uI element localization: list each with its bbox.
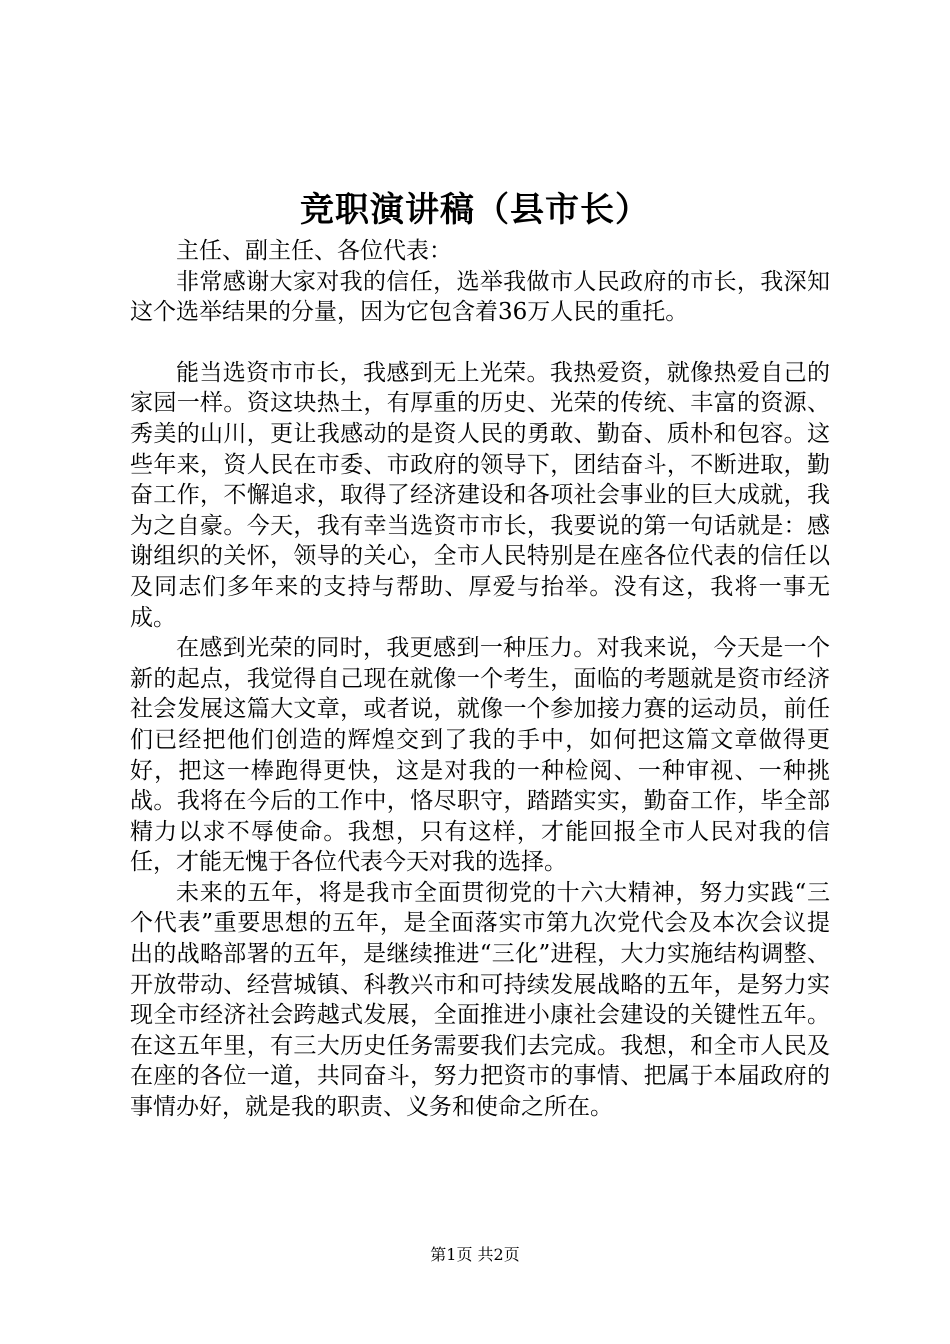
document-title: 竞职演讲稿（县市长）: [300, 190, 650, 230]
page-indicator: 第1页 共2页: [430, 1245, 520, 1264]
body-paragraph: 未来的五年，将是我市全面贯彻党的十六大精神，努力实践“三个代表”重要思想的五年，是全面落实市第九次党代会及本次会议提出的战略部署的五年，是继续推进“三化”进程，大力实施结构调整、开放带动、经营城镇、科教兴市和可持续发展战略的五年，是努力实现全市经济社会跨越式发展，全面推进小康社会建设的关键性五年。在这五年里，有三大历史任务需要我们去完成。我想，和全市人民及在座的各位一道，共同奋斗，努力把资市的事情、把属于本届政府的事情办好，就是我的职责、义务和使命之所在。: [130, 879, 830, 1121]
document-body: [130, 236, 830, 1123]
body-paragraph: 在感到光荣的同时，我更感到一种压力。对我来说，今天是一个新的起点，我觉得自己现在就像一个考生，面临的考题就是资市经济社会发展这篇大文章，或者说，就像一个参加接力赛的运动员，前任们已经把他们创造的辉煌交到了我的手中，如何把这篇文章做得更好，把这一棒跑得更快，这是对我的一种检阅、一种审视、一种挑战。我将在今后的工作中，恪尽职守，踏踏实实，勤奋工作，毕全部精力以求不辱使命。我想，只有这样，才能回报全市人民对我的信任，才能无愧于各位代表今天对我的选择。: [130, 635, 830, 876]
body-paragraph: 能当选资市市长，我感到无上光荣。我热爱资，就像热爱自己的家园一样。资这块热土，有厚重的历史、光荣的传统、丰富的资源、秀美的山川，更让我感动的是资人民的勇敢、勤奋、质朴和包容。这些年来，资人民在市委、市政府的领导下，团结奋斗，不断进取，勤奋工作，不懈追求，取得了经济建设和各项社会事业的巨大成就，我为之自豪。今天，我有幸当选资市市长，我要说的第一句话就是：感谢组织的关怀，领导的关心，全市人民特别是在座各位代表的信任以及同志们多年来的支持与帮助、厚爱与抬举。没有这，我将一事无成。: [130, 359, 830, 631]
body-paragraph: 非常感谢大家对我的信任，选举我做市人民政府的市长，我深知这个选举结果的分量，因为它包含着36万人民的重托。: [130, 268, 830, 326]
salutation-paragraph: 主任、副主任、各位代表：: [176, 238, 452, 264]
